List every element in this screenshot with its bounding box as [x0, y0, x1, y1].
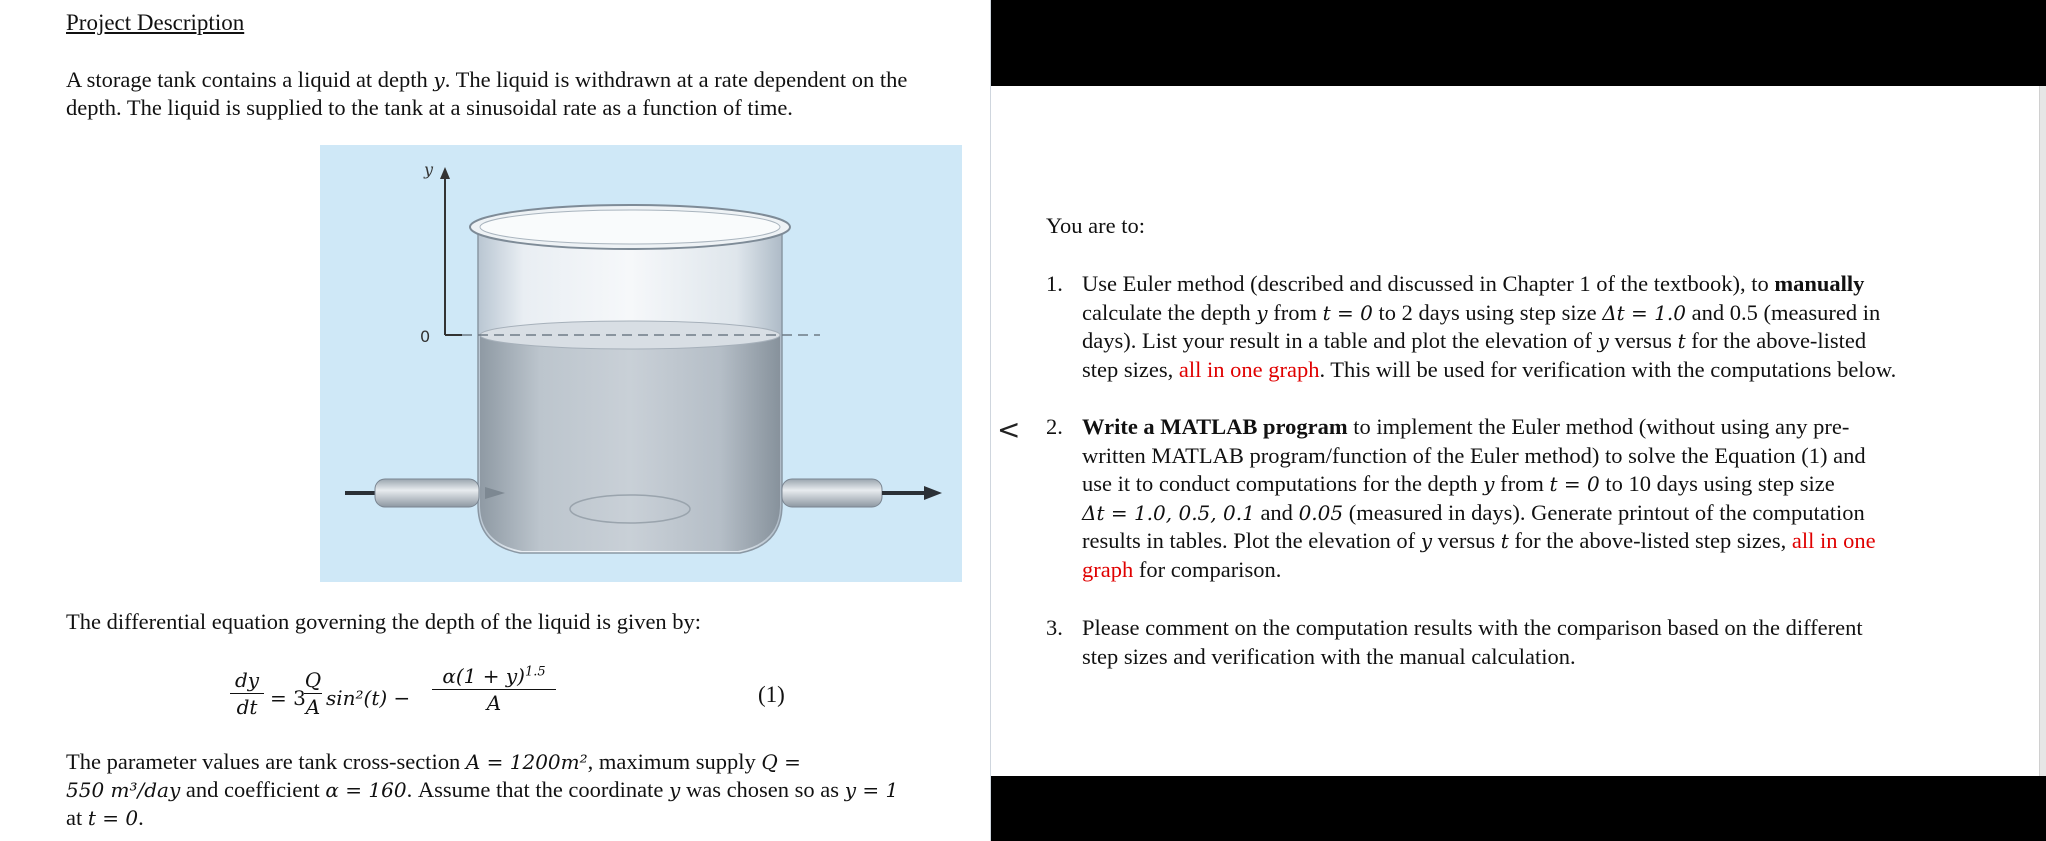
- params-line-2: 550 m³/day and coefficient α = 160. Assume that the coordinate y was chosen so as y = 1: [66, 777, 899, 802]
- left-document-page: [0, 0, 991, 841]
- inlet-pipe: [375, 479, 479, 507]
- tank-rim-inner: [480, 210, 780, 244]
- task-item-1: 1. Use Euler method (described and discussed in Chapter 1 of the textbook), to manually calculate the depth y from t = 0 to 2 days using step size Δt = 1.0 and 0.5 (measured in days). List your result in a table and plot the elevation of y versus t for the above-listed step sizes, all in one graph. This will be used for verification with the computations below.: [1046, 271, 1897, 382]
- equation-intro: The differential equation governing the depth of the liquid is given by:: [66, 609, 702, 634]
- you-are-to-heading: You are to:: [1046, 213, 1145, 238]
- alpha-fraction: $\alpha(1 + y)^{1.5}$ A: [432, 664, 556, 715]
- q-over-a-fraction: Q A: [304, 668, 322, 719]
- equals-three: = 3: [270, 686, 306, 710]
- outlet-pipe: [782, 479, 882, 507]
- zero-label: 0: [420, 327, 431, 346]
- storage-tank-figure: [320, 145, 962, 582]
- intro-line-2: depth. The liquid is supplied to the tank at a sinusoidal rate as a function of time.: [66, 95, 793, 120]
- letterbox-top: [991, 0, 2046, 86]
- params-line-3: at t = 0.: [66, 805, 144, 830]
- y-axis-label: y: [424, 160, 434, 179]
- intro-paragraph: [66, 66, 907, 122]
- params-line-1: The parameter values are tank cross-section A = 1200m², maximum supply Q =: [66, 749, 801, 774]
- previous-page-chevron-icon[interactable]: <: [997, 413, 1021, 446]
- task-item-3: 3. Please comment on the computation results with the comparison based on the different step sizes and verification with the manual calculation.: [1046, 615, 1863, 669]
- differential-equation: [230, 660, 850, 730]
- project-description-heading: Project Description: [66, 10, 245, 35]
- parameters-paragraph: [66, 748, 986, 832]
- task-item-2: 2. Write a MATLAB program to implement the Euler method (without using any pre- written MATLAB program/function of the Euler method) to solve the Equation (1) and use it to conduct computations for the depth y from t = 0 to 10 days using step size Δt = 1.0, 0.5, 0.1 and 0.05 (measured in days). Generate printout of the computation results in tables. Plot the elevation of y versus t for the above-listed step sizes, all in one graph for comparison.: [1046, 414, 1876, 582]
- equation-number: (1): [758, 682, 785, 707]
- dy-dt-fraction: dy dt: [230, 668, 264, 719]
- intro-line-1: A storage tank contains a liquid at depth y. The liquid is withdrawn at a rate dependent on the: [66, 67, 908, 92]
- sin-term: sin²(t) −: [326, 686, 411, 710]
- tank-liquid: [480, 335, 780, 551]
- letterbox-bottom: [991, 776, 2046, 841]
- viewer-edge-scrollbar[interactable]: [2039, 86, 2046, 776]
